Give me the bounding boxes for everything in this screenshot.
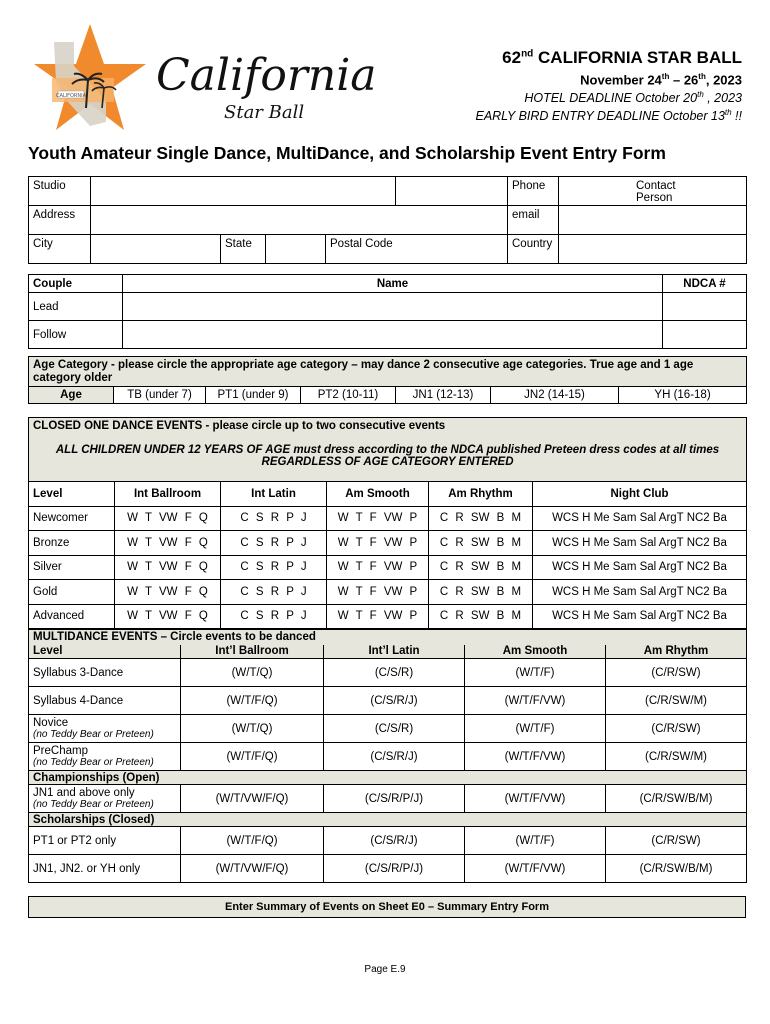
lead-name-field[interactable] [123, 293, 663, 321]
table-row [29, 604, 747, 629]
age-option[interactable]: PT2 (10-11) [301, 387, 396, 404]
age-option[interactable]: YH (16-18) [619, 387, 747, 404]
multi-latin-option[interactable]: (C/S/R) [324, 715, 465, 743]
int-latin-dances[interactable]: C S R P J [221, 555, 327, 580]
postal-label: Postal Code [326, 235, 508, 264]
hotel-deadline: HOTEL DEADLINE October 20th , 2023 [524, 90, 742, 106]
int-latin-dances[interactable]: C S R P J [221, 531, 327, 556]
form-title: Youth Amateur Single Dance, MultiDance, and Scholarship Event Entry Form [28, 143, 666, 163]
multi-latin-option[interactable]: (C/S/R) [324, 659, 465, 687]
night-club-dances[interactable]: WCS H Me Sam Sal ArgT NC2 Ba [533, 555, 747, 580]
am-smooth-header: Am Smooth [465, 645, 606, 659]
age-option[interactable]: PT1 (under 9) [206, 387, 301, 404]
level-label: Silver [29, 555, 115, 580]
level-name: PreChamp [33, 744, 88, 757]
name-header: Name [123, 275, 663, 293]
int-latin-header: Int Latin [221, 482, 327, 507]
int-ballroom-dances[interactable]: W T VW F Q [115, 531, 221, 556]
table-row [29, 855, 747, 883]
single-dance-table [28, 417, 747, 629]
am-rhythm-header: Am Rhythm [429, 482, 533, 507]
table-row [29, 659, 747, 687]
single-dance-header [29, 418, 747, 482]
contact-person-label: Contact Person [396, 177, 508, 206]
int-ballroom-header: Int Ballroom [115, 482, 221, 507]
int-ballroom-dances[interactable]: W T VW F Q [115, 555, 221, 580]
event-dates: November 24th – 26th, 2023 [580, 72, 742, 88]
multi-smooth-option[interactable]: (W/T/F/VW) [465, 743, 606, 771]
level-note: (no Teddy Bear or Preteen) [33, 728, 154, 740]
intl-latin-header: Int’l Latin [324, 645, 465, 659]
night-club-header: Night Club [533, 482, 747, 507]
level-name: Novice [33, 716, 69, 729]
table-row [29, 743, 747, 771]
table-row [29, 827, 747, 855]
multi-latin-option[interactable]: (C/S/R/J) [324, 827, 465, 855]
logo-script-top: California [156, 50, 377, 101]
table-row [29, 531, 747, 556]
state-field[interactable] [266, 235, 326, 264]
age-option[interactable]: JN1 (12-13) [396, 387, 491, 404]
am-smooth-dances[interactable]: W T F VW P [327, 580, 429, 605]
follow-name-field[interactable] [123, 321, 663, 349]
city-field[interactable] [91, 235, 221, 264]
am-rhythm-dances[interactable]: C R SW B M [429, 531, 533, 556]
am-rhythm-dances[interactable]: C R SW B M [429, 580, 533, 605]
dress-code-note: ALL CHILDREN UNDER 12 YEARS OF AGE must dress according to the NDCA published Preteen dress codes at all times [55, 444, 720, 456]
multi-rhythm-option[interactable]: (C/R/SW) [606, 659, 747, 687]
am-rhythm-header: Am Rhythm [606, 645, 747, 659]
int-ballroom-dances[interactable]: W T VW F Q [115, 604, 221, 629]
level-label [29, 743, 181, 771]
multi-smooth-option[interactable]: (W/T/F) [465, 827, 606, 855]
early-bird-deadline: EARLY BIRD ENTRY DEADLINE October 13th !! [475, 108, 742, 124]
level-label: Syllabus 4-Dance [29, 687, 181, 715]
level-header: Level [29, 482, 115, 507]
address-field[interactable] [91, 206, 508, 235]
int-latin-dances[interactable]: C S R P J [221, 506, 327, 531]
phone-label: Phone [508, 177, 559, 206]
age-instruction: Age Category - please circle the appropriate age category – may dance 2 consecutive age categories. True age and 1 age category older [29, 357, 747, 387]
multi-ballroom-option[interactable]: (W/T/Q) [181, 659, 324, 687]
level-name: JN1 and above only [33, 786, 135, 799]
multi-smooth-option[interactable]: (W/T/F/VW) [465, 855, 606, 883]
table-row [29, 785, 747, 813]
country-field[interactable] [559, 235, 747, 264]
contact-table [28, 176, 747, 264]
multi-rhythm-option[interactable]: (C/R/SW/B/M) [606, 785, 747, 813]
country-label: Country [508, 235, 559, 264]
multi-latin-option[interactable]: (C/S/R/P/J) [324, 785, 465, 813]
level-label [29, 715, 181, 743]
summary-table [28, 896, 746, 918]
level-label: Advanced [29, 604, 115, 629]
studio-label: Studio [29, 177, 91, 206]
follow-ndca-field[interactable] [663, 321, 747, 349]
level-note: (no Teddy Bear or Preteen) [33, 798, 154, 810]
email-label: email [508, 206, 559, 235]
multi-latin-option[interactable]: (C/S/R/J) [324, 743, 465, 771]
am-rhythm-dances[interactable]: C R SW B M [429, 555, 533, 580]
level-label: JN1, JN2. or YH only [29, 855, 181, 883]
multi-rhythm-option[interactable]: (C/R/SW) [606, 715, 747, 743]
multi-ballroom-option[interactable]: (W/T/F/Q) [181, 687, 324, 715]
multi-rhythm-option[interactable]: (C/R/SW/B/M) [606, 855, 747, 883]
scholarships-title: Scholarships (Closed) [29, 813, 747, 827]
level-label: PT1 or PT2 only [29, 827, 181, 855]
multi-ballroom-option[interactable]: (W/T/F/Q) [181, 743, 324, 771]
event-title: 62nd CALIFORNIA STAR BALL [502, 48, 742, 67]
table-row [29, 715, 747, 743]
int-ballroom-dances[interactable]: W T VW F Q [115, 580, 221, 605]
couple-table [28, 274, 747, 349]
age-category-table [28, 356, 747, 404]
lead-label: Lead [29, 293, 123, 321]
age-option[interactable]: JN2 (14-15) [491, 387, 619, 404]
multi-latin-option[interactable]: (C/S/R/J) [324, 687, 465, 715]
table-row [29, 580, 747, 605]
level-label: Bronze [29, 531, 115, 556]
am-smooth-dances[interactable]: W T F VW P [327, 506, 429, 531]
level-label [29, 785, 181, 813]
night-club-dances[interactable]: WCS H Me Sam Sal ArgT NC2 Ba [533, 506, 747, 531]
night-club-dances[interactable]: WCS H Me Sam Sal ArgT NC2 Ba [533, 531, 747, 556]
event-header [475, 48, 742, 124]
am-smooth-dances[interactable]: W T F VW P [327, 531, 429, 556]
am-smooth-dances[interactable]: W T F VW P [327, 555, 429, 580]
am-smooth-dances[interactable]: W T F VW P [327, 604, 429, 629]
couple-header: Couple [29, 275, 123, 293]
table-row [29, 687, 747, 715]
address-label: Address [29, 206, 91, 235]
multi-rhythm-option[interactable]: (C/R/SW/M) [606, 743, 747, 771]
multidance-title: MULTIDANCE EVENTS – Circle events to be danced [29, 630, 747, 645]
multi-rhythm-option[interactable]: (C/R/SW) [606, 827, 747, 855]
summary-note: Enter Summary of Events on Sheet E0 – Summary Entry Form [29, 897, 746, 918]
multi-ballroom-option[interactable]: (W/T/F/Q) [181, 827, 324, 855]
multi-ballroom-option[interactable]: (W/T/VW/F/Q) [181, 785, 324, 813]
studio-field[interactable] [91, 177, 396, 206]
age-option[interactable]: TB (under 7) [114, 387, 206, 404]
level-note: (no Teddy Bear or Preteen) [33, 756, 154, 768]
dress-code-note-2: REGARDLESS OF AGE CATEGORY ENTERED [261, 456, 514, 468]
multi-rhythm-option[interactable]: (C/R/SW/M) [606, 687, 747, 715]
am-rhythm-dances[interactable]: C R SW B M [429, 506, 533, 531]
championships-title: Championships (Open) [29, 771, 747, 785]
multi-latin-option[interactable]: (C/S/R/P/J) [324, 855, 465, 883]
level-label: Newcomer [29, 506, 115, 531]
follow-label: Follow [29, 321, 123, 349]
state-label: State [221, 235, 266, 264]
ndca-header: NDCA # [663, 275, 747, 293]
multi-smooth-option[interactable]: (W/T/F) [465, 659, 606, 687]
table-row [29, 555, 747, 580]
night-club-dances[interactable]: WCS H Me Sam Sal ArgT NC2 Ba [533, 604, 747, 629]
age-label: Age [29, 387, 114, 404]
single-dance-title: CLOSED ONE DANCE EVENTS - please circle up to two consecutive events [33, 420, 446, 432]
level-label: Syllabus 3-Dance [29, 659, 181, 687]
am-rhythm-dances[interactable]: C R SW B M [429, 604, 533, 629]
logo-script-bottom: Star Ball [224, 102, 305, 123]
email-field[interactable] [559, 206, 747, 235]
night-club-dances[interactable]: WCS H Me Sam Sal ArgT NC2 Ba [533, 580, 747, 605]
california-star-ball-logo [28, 22, 377, 134]
city-label: City [29, 235, 91, 264]
page-number: Page E.9 [364, 964, 406, 975]
intl-ballroom-header: Int’l Ballroom [181, 645, 324, 659]
am-smooth-header: Am Smooth [327, 482, 429, 507]
multidance-table [28, 629, 747, 883]
int-ballroom-dances[interactable]: W T VW F Q [115, 506, 221, 531]
multi-smooth-option[interactable]: (W/T/F) [465, 715, 606, 743]
lead-ndca-field[interactable] [663, 293, 747, 321]
int-latin-dances[interactable]: C S R P J [221, 604, 327, 629]
multi-ballroom-option[interactable]: (W/T/Q) [181, 715, 324, 743]
table-row [29, 506, 747, 531]
level-label: Gold [29, 580, 115, 605]
level-header: Level [29, 645, 181, 659]
logo-tag: CALIFORNIA [55, 93, 87, 99]
multi-smooth-option[interactable]: (W/T/F/VW) [465, 785, 606, 813]
int-latin-dances[interactable]: C S R P J [221, 580, 327, 605]
multi-ballroom-option[interactable]: (W/T/VW/F/Q) [181, 855, 324, 883]
multi-smooth-option[interactable]: (W/T/F/VW) [465, 687, 606, 715]
